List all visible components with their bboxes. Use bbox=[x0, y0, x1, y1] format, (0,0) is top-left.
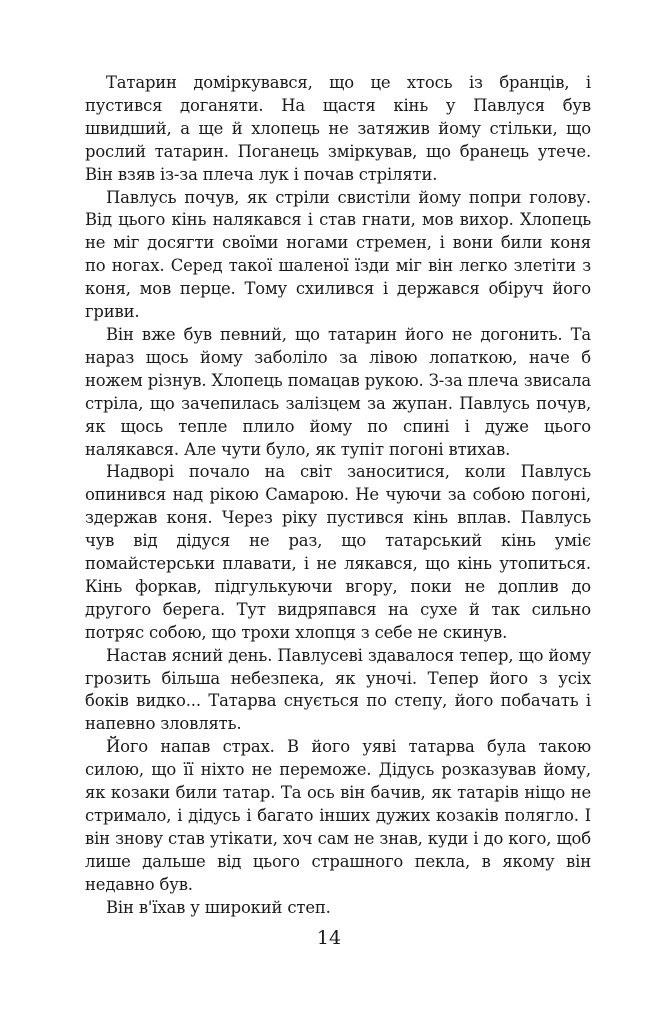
body-text bbox=[85, 72, 591, 920]
paragraph-4: Надворі почало на світ заноситися, коли Павлусь опинився над рікою Самарою. Не чуючи за собою погоні, здержав коня. Через ріку пустився кінь вплав. Павлусь чув від дідуся не раз, що татарський кінь уміє помайстерськи плавати, і не лякався, що кінь утопиться. Кінь форкав, підгулькуючи вгору, поки не доплив до другого берега. Тут видряпався на сухе й так сильно потряс собою, що трохи хлопця з себе не скинув. bbox=[85, 462, 591, 642]
paragraph-1: Татарин доміркувався, що це хтось із бранців, і пустився доганяти. На щастя кінь у Павлуся був швидший, а ще й хлопець не затяжив йому стільки, що рослий татарин. Поганець зміркував, що бранець утече. Він взяв із-за плеча лук і почав стріляти. bbox=[85, 73, 591, 184]
paragraph-3: Він вже був певний, що татарин його не догонить. Та нараз щось йому заболіло за лівою лопаткою, наче б ножем різнув. Хлопець помацав рукою. З-за плеча звисала стріла, що зачепилась залізцем за жупан. Павлусь почув, як щось тепле плило йому по спині і дуже цього налякався. Але чути було, як тупіт погоні втихав. bbox=[85, 324, 591, 459]
page-number: 14 bbox=[316, 927, 342, 949]
paragraph-7: Він в'їхав у широкий степ. bbox=[106, 897, 331, 917]
paragraph-6: Його напав страх. В його уяві татарва була такою силою, що її ніхто не переможе. Дідусь розказував йому, як козаки били татар. Та ось він бачив, як татарів ніщо не стримало, і дідусь і багато інших дужих козаків полягло. І він знову став утікати, хоч сам не знав, куди і до кого, щоб лише дальше від цього страшного пекла, в якому він недавно був. bbox=[85, 737, 591, 894]
paragraph-2: Павлусь почув, як стріли свистіли йому попри голову. Від цього кінь налякався і став гнати, мов вихор. Хлопець не міг досягти своїми ногами стремен, і вони били коня по ногах. Серед такої шаленої їзди міг він легко злетіти з коня, мов перце. Тому схилився і держався обіруч його гриви. bbox=[85, 187, 591, 322]
paragraph-5: Настав ясний день. Павлусеві здавалося тепер, що йому грозить більша небезпека, як уночі. Тепер його з усіх боків видко... Татарва снується по степу, його побачать і напевно зловлять. bbox=[85, 645, 591, 734]
